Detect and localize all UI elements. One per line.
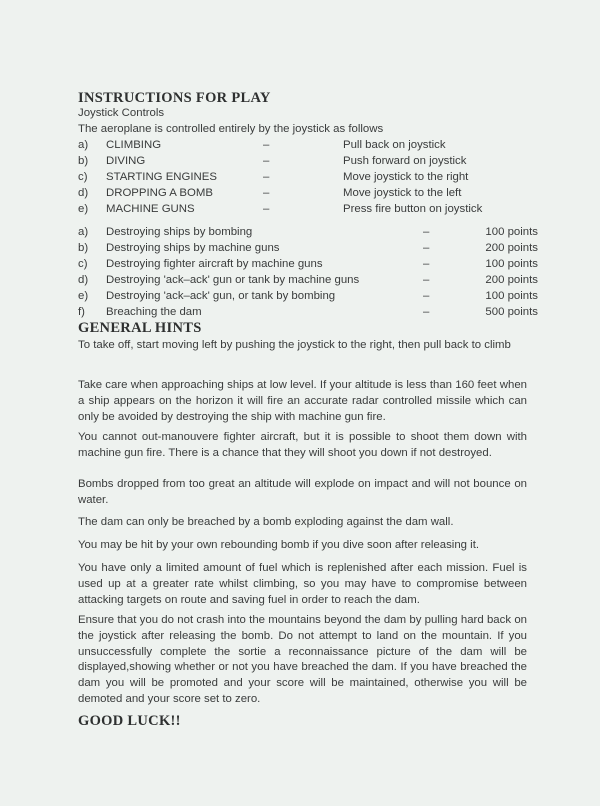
score-letter: f) [78, 306, 85, 318]
score-letter: e) [78, 290, 89, 302]
score-row [78, 258, 538, 274]
good-luck-heading: GOOD LUCK!! [78, 713, 181, 729]
score-points: 100 points [485, 290, 538, 302]
control-letter: c) [78, 171, 88, 183]
control-desc: Push forward on joystick [343, 155, 467, 167]
controls-intro: The aeroplane is controlled entirely by the joystick as follows [78, 123, 384, 135]
control-dash: – [263, 187, 270, 199]
control-action: CLIMBING [106, 139, 162, 151]
hint-paragraph: Take care when approaching ships at low level. If your altitude is less than 160 feet when a ship appears on the horizon it will fire an accurate radar controlled missile which can only be avoided by destroying the ship with machine gun fire. [78, 379, 527, 423]
score-points: 100 points [485, 258, 538, 270]
score-desc: Breaching the dam [106, 306, 202, 318]
score-points: 100 points [485, 226, 538, 238]
control-row-climbing [78, 139, 538, 155]
score-dash: – [423, 274, 430, 286]
control-dash: – [263, 139, 270, 151]
score-dash: – [423, 306, 430, 318]
hint-paragraph: You may be hit by your own rebounding bomb if you dive soon after releasing it. [78, 539, 480, 551]
hint-paragraph: You have only a limited amount of fuel which is replenished after each mission. Fuel is used up at a greater rate whilst climbing, so you may have to compromise between attacking targets on route and saving fuel in order to reach the dam. [78, 562, 527, 606]
score-desc: Destroying 'ack–ack' gun, or tank by bombing [106, 290, 336, 302]
score-letter: d) [78, 274, 89, 286]
control-row-dropping-bomb [78, 187, 538, 203]
control-action: DIVING [106, 155, 146, 167]
control-row-machine-guns [78, 203, 538, 219]
score-points: 500 points [485, 306, 538, 318]
control-letter: b) [78, 155, 89, 167]
score-row [78, 226, 538, 242]
score-letter: b) [78, 242, 89, 254]
control-action: STARTING ENGINES [106, 171, 217, 183]
score-desc: Destroying fighter aircraft by machine guns [106, 258, 323, 270]
control-desc: Move joystick to the right [343, 171, 469, 183]
score-dash: – [423, 258, 430, 270]
score-points: 200 points [485, 242, 538, 254]
score-dash: – [423, 226, 430, 238]
control-row-diving [78, 155, 538, 171]
score-points: 200 points [485, 274, 538, 286]
control-desc: Pull back on joystick [343, 139, 446, 151]
joystick-controls-subtitle: Joystick Controls [78, 107, 165, 119]
hint-paragraph: The dam can only be breached by a bomb exploding against the dam wall. [78, 516, 454, 528]
score-desc: Destroying ships by machine guns [106, 242, 280, 254]
control-letter: d) [78, 187, 89, 199]
score-dash: – [423, 290, 430, 302]
control-dash: – [263, 171, 270, 183]
hint-paragraph: Ensure that you do not crash into the mountains beyond the dam by pulling hard back on the joystick after releasing the bomb. Do not attempt to land on the mountain. If you unsuccessfully complete the sortie a reconnaissance picture of the dam will be displayed,showing whether or not you have breached the dam. If you have breached the dam you will be promoted and your score will be maintained, otherwise you will be demoted and your score set to zero. [78, 614, 527, 705]
score-row [78, 274, 538, 290]
control-action: MACHINE GUNS [106, 203, 195, 215]
score-letter: a) [78, 226, 89, 238]
score-letter: c) [78, 258, 88, 270]
score-row [78, 242, 538, 258]
control-dash: – [263, 203, 270, 215]
hint-paragraph: Bombs dropped from too great an altitude will explode on impact and will not bounce on water. [78, 478, 527, 506]
score-desc: Destroying 'ack–ack' gun or tank by machine guns [106, 274, 360, 286]
control-letter: a) [78, 139, 89, 151]
control-row-starting-engines [78, 171, 538, 187]
score-desc: Destroying ships by bombing [106, 226, 253, 238]
control-letter: e) [78, 203, 89, 215]
control-desc: Move joystick to the left [343, 187, 462, 199]
instructions-title: INSTRUCTIONS FOR PLAY [78, 90, 271, 106]
hint-paragraph: To take off, start moving left by pushing the joystick to the right, then pull back to climb [78, 339, 511, 351]
general-hints-title: GENERAL HINTS [78, 320, 202, 336]
control-action: DROPPING A BOMB [106, 187, 213, 199]
control-desc: Press fire button on joystick [343, 203, 483, 215]
hint-paragraph: You cannot out-manouvere fighter aircraft, but it is possible to shoot them down with machine gun fire. There is a chance that they will shoot you down if not destroyed. [78, 431, 527, 459]
score-row [78, 290, 538, 306]
control-dash: – [263, 155, 270, 167]
score-dash: – [423, 242, 430, 254]
